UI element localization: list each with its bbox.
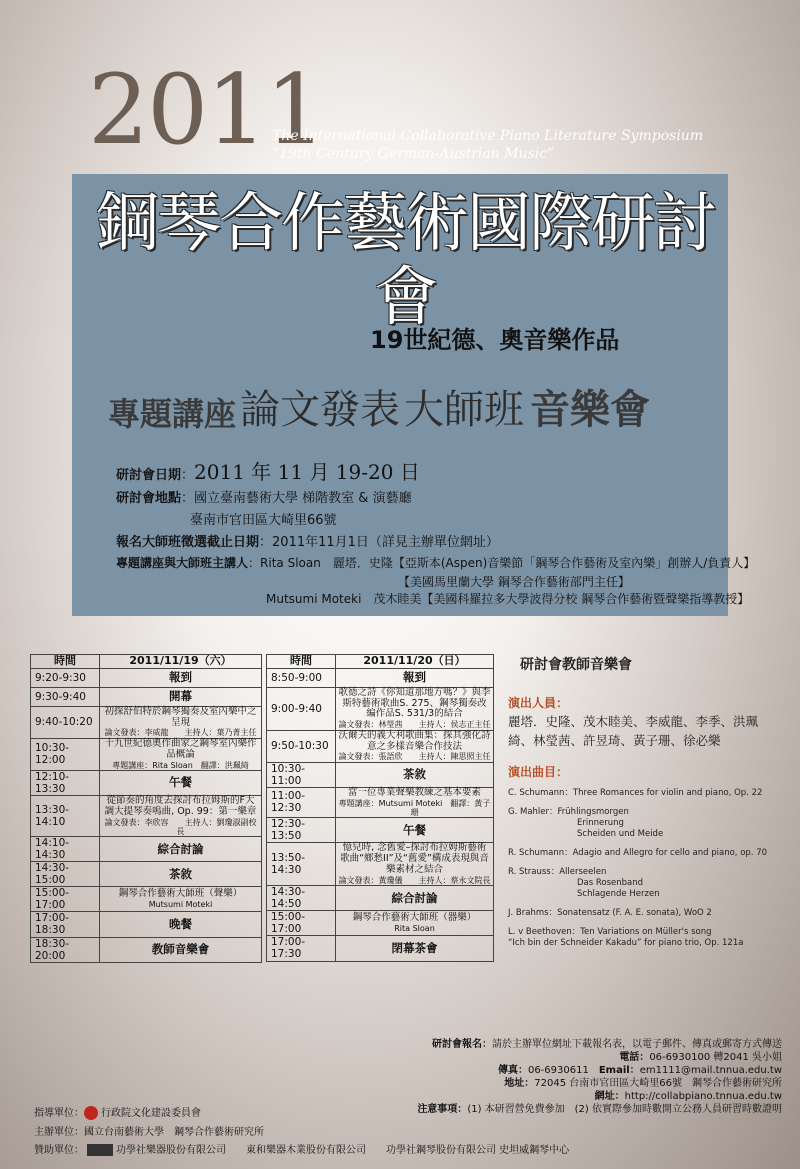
fax-email-line: 傳真：06-6930611 Email：em1111@mail.tnnua.edu.tw — [497, 1065, 782, 1076]
table-row — [31, 937, 262, 962]
work-title: Adagio and Allegro for cello and piano, op. 70 — [572, 847, 768, 858]
composer: C. Schumann — [508, 787, 565, 798]
table-row — [31, 668, 262, 687]
row-time: 18:30-20:00 — [31, 937, 100, 962]
row-time: 9:00-9:40 — [267, 687, 336, 730]
table-row — [267, 911, 494, 936]
table-row — [31, 738, 262, 770]
performers-list: 麗塔．史隆、茂木睦美、李威龍、李季、洪珮綺、林瑩茜、許昱琦、黃子珊、徐必樂 — [508, 714, 759, 748]
event-title: 當一位專業聲樂教練之基本要素 — [347, 786, 481, 798]
work-title: Frühlingsmorgen — [557, 806, 629, 817]
date-label: 研討會日期 — [116, 468, 182, 483]
header-day: 2011/11/19（六） — [100, 655, 262, 669]
row-event — [100, 770, 262, 795]
row-event — [336, 911, 494, 936]
program-item: L. v Beethoven：Ten Variations on Müller's song “Ich bin der Schneider Kakadu” for piano trio, Op. 121a — [508, 927, 778, 949]
place-label: 研討會地點 — [116, 491, 182, 506]
row-event — [336, 730, 494, 762]
main-title: 鋼琴合作藝術國際研討會 — [95, 187, 715, 335]
event-title: 午餐 — [403, 822, 426, 837]
table-row — [31, 862, 262, 887]
row-time: 8:50-9:00 — [267, 668, 336, 687]
row-time: 14:30-15:00 — [31, 862, 100, 887]
row-event — [100, 795, 262, 836]
notes-line: 注意事項：(1) 本研習營免費參加 (2) 依實際參加時數開立公務人員研習時數證明 — [417, 1104, 782, 1115]
row-time: 15:00-17:00 — [267, 911, 336, 936]
organizers-block — [34, 1105, 569, 1161]
row-event — [100, 668, 262, 687]
composer: J. Brahms — [508, 907, 549, 918]
host-row: 專題講座與大師班主講人：Rita Sloan 麗塔．史隆【亞斯本(Aspen)音樂節「鋼琴合作藝術及室內樂」創辦人/負責人】 — [116, 556, 756, 570]
row-time: 9:50-10:30 — [267, 730, 336, 762]
composer: R. Strauss — [508, 866, 551, 877]
row-event — [100, 687, 262, 706]
event-note: 論文發表：李欣容 主持人：劉瓊淑副校長 — [104, 817, 257, 836]
email-link[interactable]: em1111@mail.tnnua.edu.tw — [639, 1065, 782, 1076]
website-link[interactable]: http://collabpiano.tnnua.edu.tw — [624, 1091, 782, 1102]
sponsor-logo-icon — [87, 1144, 113, 1156]
event-title: 鋼琴合作藝術大師班（聲樂） — [118, 888, 243, 900]
event-note: Mutsumi Moteki — [148, 900, 213, 910]
program-item: J. Brahms：Sonatensatz (F. A. E. sonata), WoO 2 — [508, 907, 712, 918]
english-subtitle: “19th Century German-Austrian Music” — [272, 146, 555, 162]
header-time: 時間 — [31, 655, 100, 669]
composer: R. Schumann — [508, 847, 565, 858]
header-time: 時間 — [267, 655, 336, 669]
table-row — [267, 668, 494, 687]
table-row — [267, 886, 494, 911]
event-note: 專題講座：Mutsumi Moteki 翻譯：黃子珊 — [338, 798, 491, 817]
table-row — [31, 706, 262, 738]
row-event — [100, 887, 262, 912]
event-note: 論文發表：李威龍 主持人：葉乃菁主任 — [104, 728, 257, 738]
event-title: 茶敘 — [169, 866, 192, 881]
row-time: 15:00-17:00 — [31, 887, 100, 912]
work-subtitle: Schlagende Herzen — [577, 888, 660, 899]
row-event — [336, 787, 494, 817]
host-mutsumi: Mutsumi Moteki 茂木睦美【美國科羅拉多大學波得分校 鋼琴合作藝術暨聲樂指導教授】 — [266, 592, 750, 606]
table-row — [267, 818, 494, 843]
row-time: 9:30-9:40 — [31, 687, 100, 706]
row-time: 17:00-18:30 — [31, 912, 100, 937]
row-event — [100, 937, 262, 962]
program-item: R. Schumann：Adagio and Allegro for cello and piano, op. 70 — [508, 847, 768, 858]
event-title: 報到 — [169, 670, 192, 685]
concert-title: 研討會教師音樂會 — [520, 657, 632, 673]
table-row — [267, 936, 494, 961]
work-title: Ten Variations on Müller's song — [580, 926, 712, 937]
table-row — [31, 837, 262, 862]
row-event — [100, 912, 262, 937]
host-label: 專題講座與大師班主講人 — [116, 556, 249, 570]
row-event — [336, 886, 494, 911]
work-subtitle: Scheiden und Meide — [577, 828, 664, 839]
event-title: 綜合討論 — [391, 890, 438, 905]
host-rita-line2: 【美國馬里蘭大學 鋼琴合作藝術部門主任】 — [398, 575, 630, 589]
row-event — [336, 668, 494, 687]
row-time: 17:00-17:30 — [267, 936, 336, 961]
host-rita: Rita Sloan 麗塔．史隆【亞斯本(Aspen)音樂節「鋼琴合作藝術及室內樂」創辦人/負責人】 — [260, 556, 756, 570]
row-time: 13:50-14:30 — [267, 843, 336, 886]
work-subtitle: “Ich bin der Schneider Kakadu” for piano trio, Op. 121a — [508, 937, 744, 948]
row-time: 9:20-9:30 — [31, 668, 100, 687]
event-title: 綜合討論 — [157, 841, 204, 856]
host-line: 主辦單位：國立台南藝術大學 鋼琴合作藝術研究所 — [34, 1126, 264, 1138]
event-title: 歌德之詩《你知道那地方嗎？》與李斯特藝術歌曲S. 275、鋼琴獨奏改編作品S. 531/3的結合 — [338, 686, 491, 720]
table-row — [31, 795, 262, 836]
date-value: 2011 年 11 月 19-20 日 — [194, 460, 420, 484]
row-time: 10:30-12:00 — [31, 738, 100, 770]
row-event — [100, 837, 262, 862]
row-time: 14:30-14:50 — [267, 886, 336, 911]
table-header — [31, 655, 262, 669]
url-line: 網址：http://collabpiano.tnnua.edu.tw — [594, 1091, 782, 1102]
event-title: 十九世紀德奧作曲家之鋼琴室內樂作品概論 — [104, 737, 257, 760]
event-title: 從節奏的角度去探討布拉姆斯的F大調大提琴奏鳴曲, Op. 99：第一樂章 — [104, 794, 257, 817]
row-time: 10:30-11:00 — [267, 762, 336, 787]
deadline-row: 報名大師班徵選截止日期：2011年11月1日（詳見主辦單位網址） — [116, 535, 499, 550]
guide-line: 指導單位： 行政院文化建設委員會 — [34, 1108, 201, 1119]
row-event — [336, 936, 494, 961]
sponsor-line: 贊助單位： 功學社樂器股份有限公司 東和樂器木業股份有限公司 功學社鋼琴股份有限公司 史坦威鋼琴中心 — [34, 1145, 570, 1156]
event-title: 報到 — [403, 670, 426, 685]
place-row: 研討會地點：國立臺南藝術大學 梯階教室 & 演藝廳 — [116, 491, 412, 506]
event-note: 專題講座：Rita Sloan 翻譯：洪珮綺 — [112, 760, 249, 770]
work-subtitle: Das Rosenband — [577, 877, 644, 888]
event-note: 論文發表：黃瓊儀 主持人：蔡永文院長 — [338, 875, 491, 885]
event-title: 鋼琴合作藝術大師班（器樂） — [352, 912, 477, 924]
row-time: 14:10-14:30 — [31, 837, 100, 862]
event-title: 午餐 — [169, 775, 192, 790]
place-value: 國立臺南藝術大學 梯階教室 & 演藝廳 — [194, 491, 412, 506]
program-list — [508, 788, 778, 950]
row-event — [336, 818, 494, 843]
row-event — [336, 687, 494, 730]
table-row — [31, 912, 262, 937]
event-note: 論文發表：張語欣 主持人：陳思照主任 — [338, 752, 491, 762]
table-header — [267, 655, 494, 669]
year-heading: 2011 — [88, 54, 325, 166]
event-types — [108, 378, 650, 435]
row-event — [336, 843, 494, 886]
event-title: 教師音樂會 — [151, 942, 210, 956]
english-title: The International Collaborative Piano Literature Symposium — [272, 128, 704, 144]
row-time: 12:30-13:50 — [267, 818, 336, 843]
event-title: 閉幕茶會 — [391, 940, 438, 955]
table-row — [267, 687, 494, 730]
row-time: 11:00-12:30 — [267, 787, 336, 817]
row-event — [100, 706, 262, 738]
row-event — [100, 862, 262, 887]
work-title: Sonatensatz (F. A. E. sonata), WoO 2 — [557, 907, 712, 918]
row-event — [100, 738, 262, 770]
composer: L. v Beethoven — [508, 926, 572, 937]
table-row — [31, 687, 262, 706]
table-row — [267, 843, 494, 886]
event-note: Rita Sloan — [394, 924, 435, 934]
registration-line: 研討會報名：請於主辦單位網址下載報名表，以電子郵件、傳真或郵寄方式傳送 — [432, 1039, 782, 1050]
row-event — [336, 762, 494, 787]
event-papers: 論文發表 — [240, 387, 401, 433]
program-item: C. Schumann：Three Romances for violin and piano, Op. 22 — [508, 787, 763, 798]
culture-council-logo-icon — [84, 1106, 98, 1120]
table-row — [267, 787, 494, 817]
event-lecture: 專題講座 — [108, 395, 237, 433]
schedule-day1 — [30, 654, 262, 963]
table-row — [31, 887, 262, 912]
deadline-label: 報名大師班徵選截止日期 — [116, 535, 260, 550]
header-day: 2011/11/20（日） — [336, 655, 494, 669]
event-concert: 音樂會 — [530, 387, 651, 433]
date-row: 研討會日期：2011 年 11 月 19-20 日 — [116, 460, 420, 484]
event-title: 晚餐 — [169, 916, 192, 931]
row-time: 9:40-10:20 — [31, 706, 100, 738]
table-row — [31, 770, 262, 795]
event-title: 沃爾夫的義大利歌曲集：探其強化詩意之多樣音樂合作技法 — [338, 729, 491, 752]
event-title: 開幕 — [169, 689, 192, 704]
address-line: 地址：72045 台南市官田區大崎里66號 鋼琴合作藝術研究所 — [504, 1078, 782, 1089]
main-subtitle: 19世紀德、奧音樂作品 — [370, 326, 620, 354]
phone-line: 電話：06-6930100 轉2041 吳小姐 — [619, 1052, 782, 1063]
event-title: 憶兒時, 念舊愛–探討布拉姆斯藝術歌曲“鄉愁II”及“舊愛”構成表現與音樂素材之結合 — [340, 842, 489, 876]
table-row — [267, 730, 494, 762]
event-masterclass: 大師班 — [404, 387, 525, 433]
work-title: Three Romances for violin and piano, Op. 22 — [572, 787, 763, 798]
schedule-day2 — [266, 654, 494, 962]
composer: G. Mahler — [508, 806, 550, 817]
program-item: G. Mahler：Frühlingsmorgen Erinnerung Scheiden und Meide — [508, 807, 778, 840]
concert-section — [508, 654, 778, 949]
performers-heading: 演出人員： — [508, 696, 569, 710]
deadline-value: 2011年11月1日（詳見主辦單位網址） — [272, 535, 499, 550]
event-note: 論文發表：林瑩茜 主持人：侯志正主任 — [338, 720, 491, 730]
program-heading: 演出曲目： — [508, 764, 569, 779]
work-subtitle: Erinnerung — [577, 817, 624, 828]
event-title: 初探舒伯特於鋼琴獨奏及室內樂中之呈現 — [104, 705, 257, 728]
work-title: Allerseelen — [559, 866, 607, 877]
address-text: 臺南市官田區大崎里66號 — [190, 513, 337, 528]
event-title: 茶敘 — [403, 767, 426, 782]
row-time: 12:10-13:30 — [31, 770, 100, 795]
row-time: 13:30-14:10 — [31, 795, 100, 836]
program-item: R. Strauss：Allerseelen Das Rosenband Schlagende Herzen — [508, 867, 778, 900]
table-row — [267, 762, 494, 787]
